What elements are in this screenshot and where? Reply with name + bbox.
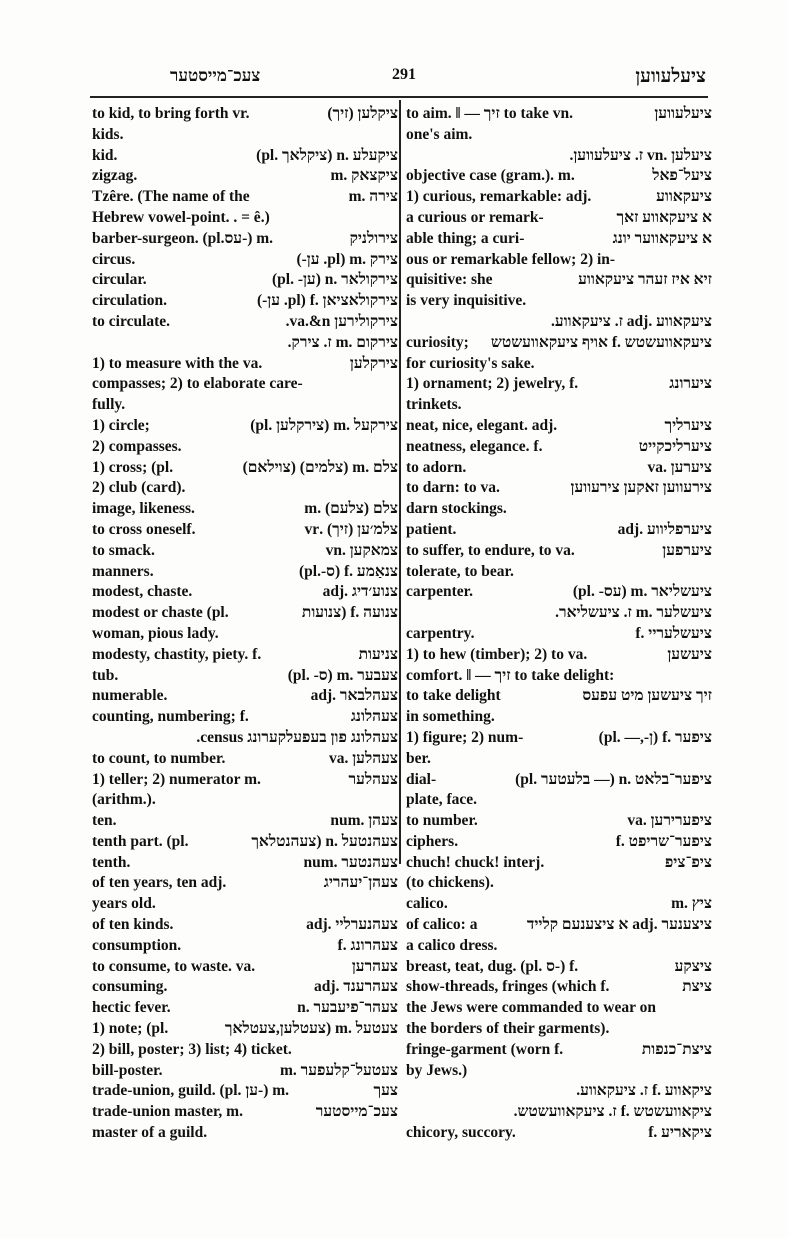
dictionary-entry-line <box>92 1102 398 1123</box>
dictionary-entry-line <box>406 395 712 416</box>
dictionary-entry-line <box>406 1081 712 1102</box>
entry-headword: צעהר־פיעבער .n <box>294 998 398 1019</box>
entry-english: in something. <box>406 708 495 726</box>
entry-english: tenth. <box>92 853 131 871</box>
entry-english: bill-poster. <box>92 1061 163 1079</box>
dictionary-entry-line <box>92 894 398 915</box>
dictionary-entry-line <box>406 166 712 187</box>
dictionary-entry-line <box>406 333 712 354</box>
dictionary-entry-line <box>92 707 398 728</box>
dictionary-entry-line <box>92 541 398 562</box>
dictionary-entry-line <box>92 416 398 437</box>
dictionary-entry-line <box>406 1061 712 1082</box>
entry-english: (arithm.). <box>92 791 156 809</box>
dictionary-entry-line <box>92 499 398 520</box>
entry-english: the Jews were commanded to wear on <box>406 999 656 1017</box>
entry-english: neatness, elegance. f. <box>406 437 543 455</box>
dictionary-entry-line <box>92 749 398 770</box>
dictionary-entry-line <box>92 603 398 624</box>
entry-english: comfort. ‖ — זיך to take delight: <box>406 666 615 684</box>
entry-english: tenth part. (pl. <box>92 832 189 850</box>
entry-headword: צעהרען <box>349 957 398 978</box>
dictionary-entry-line <box>92 977 398 998</box>
entry-headword: צירק .m (pl. ען-) <box>293 250 398 271</box>
dictionary-entry-line <box>406 208 712 229</box>
entry-headword: צעהנטעל .n (צעהנטלאך <box>248 832 398 853</box>
header-rule <box>90 96 708 98</box>
entry-headword: ציצת־כנפות <box>639 1040 712 1061</box>
entry-english: a curious or remark- <box>406 208 544 226</box>
entry-headword: ציעלען .vn ז. ציעלעווען. <box>566 146 712 167</box>
dictionary-entry-line <box>92 1123 398 1144</box>
entry-english: 1) circle; <box>92 416 150 434</box>
entry-english: curiosity; <box>406 333 469 351</box>
entry-headword: ציעלעווען <box>651 104 712 125</box>
dictionary-entry-line <box>406 250 712 271</box>
entry-headword: צעבער .m (ס- .pl) <box>285 666 398 687</box>
dictionary-entry-line <box>92 229 398 250</box>
entry-headword: ציעקאוועשטש .f אויף ציעקאוועשטש <box>488 333 712 354</box>
entry-english: ciphers. <box>406 832 459 850</box>
entry-english: trinkets. <box>406 396 462 414</box>
entry-headword: צירקלען <box>347 354 398 375</box>
entry-headword: צעהלבאר .adj <box>308 686 398 707</box>
entry-english: darn stockings. <box>406 500 507 518</box>
dictionary-entry-line <box>92 354 398 375</box>
entry-headword: זיך ציעשען מיט עפעס <box>579 686 712 707</box>
entry-english: image, likeness. <box>92 500 195 518</box>
entry-english: 1) to hew (timber); 2) to va. <box>406 645 588 663</box>
entry-english: compasses; 2) to elaborate care- <box>92 375 303 393</box>
entry-headword: ציקאוועשטש .f ז. ציעקאוועשטש. <box>511 1102 712 1123</box>
entry-english: 2) compasses. <box>92 437 182 455</box>
entry-english: 1) cross; (pl. <box>92 458 174 476</box>
entry-headword: ציערליך <box>662 416 713 437</box>
dictionary-entry-line <box>92 624 398 645</box>
entry-english: of ten years, ten adj. <box>92 874 227 892</box>
entry-english: hectic fever. <box>92 999 171 1017</box>
dictionary-entry-line <box>406 1102 712 1123</box>
entry-english: ous or remarkable fellow; 2) in- <box>406 250 616 268</box>
entry-headword: צירה .m <box>346 187 398 208</box>
entry-english: 1) ornament; 2) jewelry, f. <box>406 375 579 393</box>
entry-english: carpenter. <box>406 583 474 601</box>
dictionary-entry-line <box>406 374 712 395</box>
dictionary-entry-line <box>406 125 712 146</box>
entry-headword: ציערפליווע .adj <box>615 520 712 541</box>
entry-english: circular. <box>92 271 147 289</box>
entry-headword: ציפער־בלאט .n (— בלעטער .pl) <box>512 770 712 791</box>
dictionary-entry-line <box>92 1061 398 1082</box>
entry-english: is very inquisitive. <box>406 292 527 310</box>
dictionary-entry-line <box>92 853 398 874</box>
entry-headword: צעך <box>370 1081 398 1102</box>
dictionary-entry-line <box>92 998 398 1019</box>
dictionary-entry-line <box>406 686 712 707</box>
dictionary-entry-line <box>92 562 398 583</box>
entry-headword: ציקלען (זיך) <box>324 104 398 125</box>
entry-headword: ציעשלער .m ז. ציעשליאר. <box>552 603 712 624</box>
entry-english: fully. <box>92 396 126 414</box>
entry-headword: ציעקאווע <box>653 187 712 208</box>
dictionary-entry-line <box>406 645 712 666</box>
entry-headword: ציקצאק .m <box>327 166 398 187</box>
entry-headword: ציקאווע .f ז. ציעקאווע. <box>573 1081 712 1102</box>
entry-headword: ציעשען <box>664 645 712 666</box>
dictionary-entry-line <box>406 291 712 312</box>
entry-headword: ציפערירען .va <box>624 811 712 832</box>
dictionary-entry-line <box>92 582 398 603</box>
entry-english: to take delight <box>406 687 501 705</box>
entry-headword: צעהלונג <box>348 707 398 728</box>
dictionary-entry-line <box>92 1040 398 1061</box>
dictionary-entry-line <box>406 478 712 499</box>
dictionary-entry-line <box>406 541 712 562</box>
entry-headword: צעטעל־קלעפער .m <box>277 1061 398 1082</box>
entry-english: of calico: a <box>406 916 478 934</box>
entry-english: calico. <box>406 895 448 913</box>
dictionary-entry-line <box>92 146 398 167</box>
dictionary-entry-line <box>92 478 398 499</box>
entry-headword: צנאַמע .f (ס-.pl) <box>296 562 398 583</box>
dictionary-entry-line <box>406 894 712 915</box>
entry-english: barber-surgeon. (pl.עס-) m. <box>92 229 274 247</box>
entry-headword: ציצקע <box>672 957 712 978</box>
entry-english: 1) teller; 2) numerator m. <box>92 770 261 788</box>
entry-english: show-threads, fringes (which f. <box>406 978 610 996</box>
entry-headword: צלם .m (צלמים) (צוילאם) <box>240 458 398 479</box>
entry-english: modest, chaste. <box>92 583 193 601</box>
entry-english: zigzag. <box>92 167 138 185</box>
dictionary-entry-line <box>92 104 398 125</box>
dictionary-entry-line <box>92 1081 398 1102</box>
dictionary-entry-line <box>406 458 712 479</box>
entry-headword: ציפ־ציפ <box>662 853 712 874</box>
entry-english: to adorn. <box>406 458 467 476</box>
entry-english: to number. <box>406 812 478 830</box>
entry-english: to suffer, to endure, to va. <box>406 541 575 559</box>
entry-headword: ציקאריע .f <box>645 1123 712 1144</box>
dictionary-entry-line <box>406 811 712 832</box>
entry-headword: צלם (צלעם) .m <box>301 499 398 520</box>
entry-english: trade-union, guild. (pl. ען-) m. <box>92 1082 290 1100</box>
entry-headword: צעהלונג פון בעפעלקערונג census. <box>193 728 398 749</box>
entry-headword: א ציעקאווע זאך <box>614 208 713 229</box>
entry-headword: צירולניק <box>347 229 398 250</box>
dictionary-entry-line <box>92 187 398 208</box>
entry-english: Hebrew vowel-point. . = ê.) <box>92 208 270 226</box>
entry-headword: צלמ׳ען (זיך) .vr <box>302 520 398 541</box>
entry-headword: ציץ .m <box>668 894 712 915</box>
entry-headword: א ציעקאווער יונג <box>610 229 712 250</box>
dictionary-entry-line <box>92 291 398 312</box>
entry-english: master of a guild. <box>92 1124 208 1142</box>
dictionary-entry-line <box>92 250 398 271</box>
entry-english: quisitive: she <box>406 271 493 289</box>
dictionary-entry-line <box>92 936 398 957</box>
entry-english: years old. <box>92 895 156 913</box>
entry-headword: צירקולירען va.&n. <box>283 312 398 333</box>
entry-english: 1) figure; 2) num- <box>406 728 524 746</box>
dictionary-entry-line <box>92 728 398 749</box>
entry-english: Tzêre. (The name of the <box>92 188 250 206</box>
entry-english: to smack. <box>92 541 155 559</box>
dictionary-entry-line <box>92 832 398 853</box>
dictionary-entry-line <box>406 1019 712 1040</box>
entry-headword: צעהן־יעהריג <box>321 873 398 894</box>
entry-english: 1) note; (pl. <box>92 1020 169 1038</box>
dictionary-entry-line <box>92 686 398 707</box>
header-left-guide-word: צעכ־מייסטער <box>170 66 261 85</box>
dictionary-entry-line <box>406 104 712 125</box>
entry-english: to cross oneself. <box>92 520 196 538</box>
entry-headword: ציפער־שריפט .f <box>613 832 712 853</box>
entry-english: numerable. <box>92 687 168 705</box>
dictionary-entry-line <box>406 853 712 874</box>
entry-headword: ציערליכקייט <box>636 437 712 458</box>
entry-english: to consume, to waste. va. <box>92 957 256 975</box>
column-divider <box>399 100 401 864</box>
dictionary-entry-line <box>92 208 398 229</box>
entry-headword: צמאקען .vn <box>323 541 398 562</box>
dictionary-entry-line <box>92 312 398 333</box>
dictionary-entry-line <box>92 957 398 978</box>
entry-english: chicory, succory. <box>406 1124 516 1142</box>
entry-english: dial- <box>406 770 437 788</box>
dictionary-entry-line <box>406 562 712 583</box>
dictionary-entry-line <box>406 998 712 1019</box>
entry-headword: צעהלער <box>346 770 398 791</box>
dictionary-entry-line <box>92 333 398 354</box>
dictionary-entry-line <box>406 603 712 624</box>
entry-english: counting, numbering; f. <box>92 708 249 726</box>
entry-headword: ציעשליאר .m (עס- .pl) <box>570 582 712 603</box>
dictionary-entry-line <box>92 520 398 541</box>
dictionary-entry-line <box>406 666 712 687</box>
entry-english: breast, teat, dug. (pl. ס-) f. <box>406 957 579 975</box>
entry-headword: ציעשלעריי .f <box>632 624 712 645</box>
entry-english: to aim. ‖ — זיך to take vn. <box>406 105 573 122</box>
dictionary-entry-line <box>406 270 712 291</box>
page-header <box>92 66 706 92</box>
right-column <box>406 104 712 1144</box>
entry-english: a calico dress. <box>406 936 498 954</box>
entry-english: chuch! chuck! interj. <box>406 853 545 871</box>
header-right-guide-word: ציעלעווען <box>635 66 706 87</box>
entry-english: for curiosity's sake. <box>406 354 535 372</box>
dictionary-entry-line <box>406 229 712 250</box>
left-column <box>92 104 398 1144</box>
entry-headword: ציערונג <box>666 374 712 395</box>
dictionary-entry-line <box>92 666 398 687</box>
entry-english: circus. <box>92 250 136 268</box>
entry-headword: ציעקאווע .adj ז. ציעקאווע. <box>548 312 712 333</box>
entry-english: 2) bill, poster; 3) list; 4) ticket. <box>92 1040 292 1058</box>
entry-headword: צעהן .num <box>327 811 398 832</box>
entry-headword: ציערען .va <box>644 458 712 479</box>
entry-english: to kid, to bring forth vr. <box>92 105 250 122</box>
entry-headword: צנוע׳דיג .adj <box>320 582 398 603</box>
entry-headword: ציקעלע .n (ציקלאך .pl) <box>253 146 398 167</box>
dictionary-entry-line <box>92 790 398 811</box>
dictionary-entry-line <box>406 624 712 645</box>
entry-headword: צעהנערליי .adj <box>303 915 398 936</box>
dictionary-entry-line <box>406 520 712 541</box>
entry-english: able thing; a curi- <box>406 229 525 247</box>
entry-english: tolerate, to bear. <box>406 562 514 580</box>
entry-english: modest or chaste (pl. <box>92 604 229 622</box>
entry-headword: צירקום .m ז. צירק. <box>285 333 398 354</box>
entry-english: kids. <box>92 125 124 143</box>
dictionary-entry-line <box>92 645 398 666</box>
entry-english: patient. <box>406 520 457 538</box>
dictionary-entry-line <box>406 790 712 811</box>
dictionary-entry-line <box>92 873 398 894</box>
dictionary-entry-line <box>92 458 398 479</box>
entry-english: ber. <box>406 749 431 767</box>
entry-english: fringe-garment (worn f. <box>406 1040 564 1058</box>
entry-english: (to chickens). <box>406 874 494 892</box>
dictionary-entry-line <box>406 499 712 520</box>
dictionary-entry-line <box>92 811 398 832</box>
dictionary-entry-line <box>406 832 712 853</box>
dictionary-entry-line <box>92 395 398 416</box>
dictionary-entry-line <box>406 146 712 167</box>
entry-english: 1) to measure with the va. <box>92 354 263 372</box>
dictionary-entry-line <box>406 416 712 437</box>
dictionary-entry-line <box>406 749 712 770</box>
entry-headword: ציפער .f (ן-,— .pl) <box>596 728 712 749</box>
entry-headword: צירקולאר .n (ען- .pl) <box>269 270 398 291</box>
dictionary-entry-line <box>406 770 712 791</box>
entry-headword: צעהרענד .adj <box>311 977 398 998</box>
dictionary-entry-line <box>406 873 712 894</box>
entry-headword: צעכ־מייסטער <box>313 1102 398 1123</box>
entry-headword: צנועה .f (צנועות <box>299 603 398 624</box>
entry-headword: זיא איז זעהר ציעקאווע <box>575 270 712 291</box>
entry-headword: צירקולאציאן .f (pl. ען-) <box>254 291 398 312</box>
dictionary-entry-line <box>406 728 712 749</box>
entry-english: trade-union master, m. <box>92 1103 243 1121</box>
entry-headword: צעהרונג .f <box>335 936 398 957</box>
entry-english: woman, pious lady. <box>92 624 219 642</box>
dictionary-entry-line <box>92 770 398 791</box>
dictionary-entry-line <box>406 977 712 998</box>
entry-headword: צעהנטער .num <box>300 853 398 874</box>
dictionary-entry-line <box>406 582 712 603</box>
entry-english: to count, to number. <box>92 749 226 767</box>
dictionary-entry-line <box>92 166 398 187</box>
entry-english: by Jews.) <box>406 1061 468 1079</box>
dictionary-entry-line <box>406 1040 712 1061</box>
entry-english: 1) curious, remarkable: adj. <box>406 188 592 206</box>
page-number: 291 <box>392 66 416 83</box>
dictionary-entry-line <box>406 312 712 333</box>
entry-english: tub. <box>92 666 119 684</box>
entry-headword: ציצת <box>679 977 712 998</box>
dictionary-entry-line <box>92 270 398 291</box>
dictionary-entry-line <box>92 374 398 395</box>
dictionary-entry-line <box>406 707 712 728</box>
entry-headword: ציעל־פאל <box>649 166 712 187</box>
dictionary-entry-line <box>406 915 712 936</box>
entry-english: 2) club (card). <box>92 479 186 497</box>
dictionary-entry-line <box>406 437 712 458</box>
entry-english: consumption. <box>92 936 182 954</box>
entry-english: to circulate. <box>92 312 171 330</box>
entry-english: carpentry. <box>406 624 475 642</box>
dictionary-entry-line <box>406 957 712 978</box>
entry-headword: ציערפען <box>659 541 712 562</box>
entry-english: to darn: to va. <box>406 479 500 497</box>
dictionary-entry-line <box>406 354 712 375</box>
dictionary-entry-line <box>406 187 712 208</box>
entry-headword: צניעות <box>356 645 398 666</box>
entry-headword: צעהלען .va <box>326 749 398 770</box>
entry-english: the borders of their garments). <box>406 1020 610 1038</box>
entry-english: neat, nice, elegant. adj. <box>406 416 558 434</box>
dictionary-entry-line <box>406 1123 712 1144</box>
entry-headword: צעטעל .m (צעטלען,צעטלאך <box>222 1019 398 1040</box>
dictionary-entry-line <box>92 1019 398 1040</box>
dictionary-entry-line <box>92 125 398 146</box>
entry-english: one's aim. <box>406 125 473 143</box>
entry-english: consuming. <box>92 978 168 996</box>
dictionary-entry-line <box>92 437 398 458</box>
dictionary-entry-line <box>92 915 398 936</box>
entry-english: of ten kinds. <box>92 916 174 934</box>
dictionary-entry-line <box>406 936 712 957</box>
entry-english: plate, face. <box>406 791 478 809</box>
entry-headword: צירקעל .m (צירקלען .pl) <box>247 416 398 437</box>
entry-english: ten. <box>92 812 117 830</box>
entry-english: modesty, chastity, piety. f. <box>92 645 262 663</box>
entry-headword: צירעווען זאקען צירעווען <box>568 478 713 499</box>
entry-english: kid. <box>92 146 118 164</box>
entry-english: circulation. <box>92 292 168 310</box>
entry-headword: ציצענער .adj א ציצענעם קלייד <box>524 915 712 936</box>
entry-english: objective case (gram.). m. <box>406 167 575 185</box>
entry-english: manners. <box>92 562 154 580</box>
